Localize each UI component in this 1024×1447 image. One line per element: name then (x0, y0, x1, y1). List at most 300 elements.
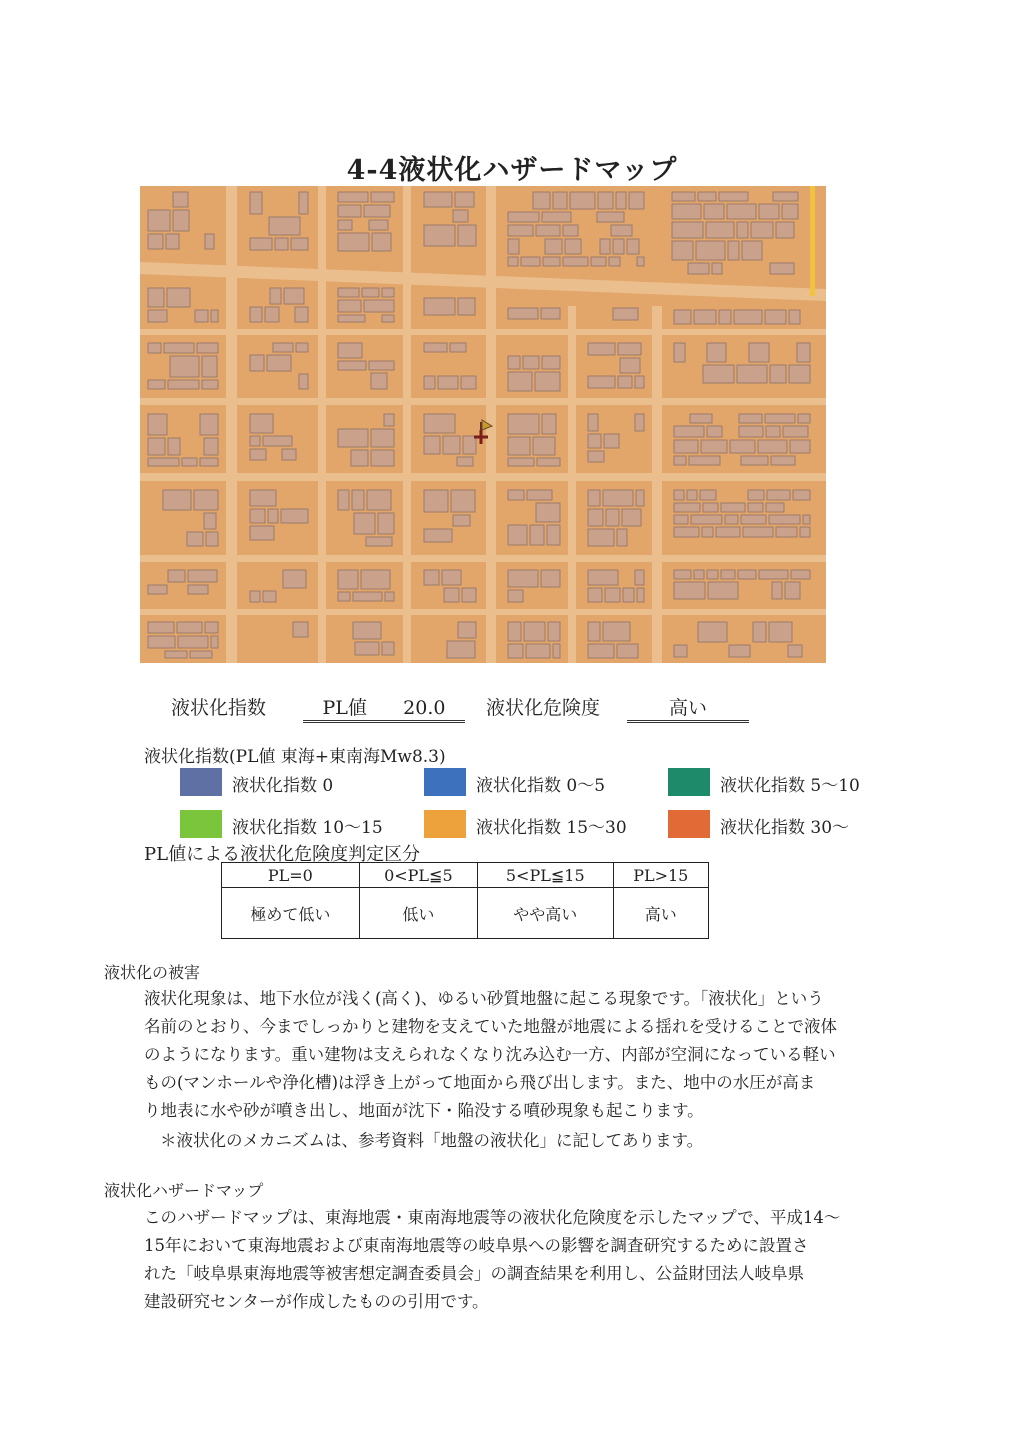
building (629, 192, 644, 209)
building (672, 222, 703, 238)
building (788, 645, 802, 657)
building (424, 529, 452, 542)
building (284, 288, 304, 304)
building (353, 622, 381, 639)
legend-title: 液状化指数(PL値 東海+東南海Mw8.3) (144, 747, 446, 767)
building (791, 570, 810, 579)
building (674, 527, 699, 537)
building (737, 365, 767, 383)
building (148, 380, 165, 389)
building (674, 426, 704, 437)
road (140, 609, 826, 615)
building (620, 358, 640, 373)
road (140, 473, 826, 481)
building (696, 241, 725, 260)
building (352, 490, 364, 510)
building (364, 205, 390, 217)
building (797, 343, 810, 362)
building (542, 356, 560, 369)
building (508, 590, 523, 602)
building (424, 192, 452, 207)
building (617, 644, 638, 658)
building (188, 570, 217, 582)
building (570, 192, 595, 209)
building (338, 570, 358, 589)
building (613, 239, 624, 254)
building (635, 570, 644, 585)
building (694, 570, 704, 579)
building (453, 515, 470, 526)
building (293, 622, 308, 637)
building (424, 414, 455, 433)
building (759, 204, 779, 219)
building (588, 570, 618, 585)
building (727, 204, 756, 219)
building (803, 515, 810, 524)
building (672, 192, 695, 201)
building (443, 436, 460, 454)
building (767, 490, 790, 500)
building (250, 238, 272, 250)
building (424, 298, 455, 315)
building (194, 490, 218, 510)
building (170, 356, 199, 377)
table-row (222, 888, 709, 939)
building (611, 225, 632, 236)
building (202, 356, 217, 377)
building (687, 490, 697, 500)
building (283, 570, 306, 588)
legend-swatch-pl-0 (180, 768, 222, 796)
building (200, 414, 218, 435)
building (753, 622, 766, 642)
damage-paragraph (144, 985, 884, 1125)
building (674, 490, 684, 500)
building (600, 239, 610, 254)
building (204, 513, 216, 529)
building (182, 458, 197, 466)
table-cell: 極めて低い (222, 888, 360, 939)
summary-risk-box (627, 693, 749, 723)
building (603, 490, 633, 506)
building (543, 257, 560, 266)
building (444, 588, 459, 602)
building (273, 343, 293, 352)
building (800, 527, 810, 537)
building (250, 355, 264, 371)
legend-swatch-pl-30 (668, 810, 710, 838)
building (378, 513, 394, 534)
building (299, 192, 308, 214)
legend-label-pl-30: 液状化指数 30〜 (720, 818, 850, 838)
road (140, 398, 826, 405)
building (536, 503, 560, 522)
building (195, 310, 208, 322)
building (741, 515, 766, 524)
building (688, 263, 709, 274)
building (461, 376, 476, 389)
building (527, 490, 552, 500)
building (296, 343, 308, 352)
building (533, 437, 555, 455)
building (758, 440, 787, 453)
building (771, 456, 795, 465)
building (361, 570, 390, 589)
building (741, 456, 768, 465)
building (616, 192, 626, 209)
building (148, 288, 164, 307)
building (508, 225, 533, 236)
table-header-cell: 5<PL≦15 (477, 863, 613, 888)
building (366, 537, 392, 546)
building (508, 622, 521, 641)
building (250, 509, 265, 523)
legend-label-pl-5-10: 液状化指数 5〜10 (720, 776, 860, 796)
building (508, 570, 538, 587)
building (269, 217, 300, 235)
building (338, 205, 361, 217)
building (275, 238, 288, 250)
building (635, 376, 644, 388)
building (250, 436, 260, 446)
building (424, 376, 435, 389)
building (371, 429, 394, 447)
building (338, 361, 366, 370)
building (200, 458, 218, 466)
building (205, 234, 214, 249)
building (674, 645, 687, 657)
building (547, 525, 560, 545)
building (674, 440, 698, 453)
building (691, 515, 722, 524)
building (190, 651, 212, 658)
building (197, 343, 218, 353)
building (535, 372, 560, 391)
building (565, 239, 581, 254)
building (177, 622, 202, 633)
building (250, 307, 262, 322)
building (382, 642, 394, 655)
building (453, 210, 468, 222)
building (204, 438, 218, 455)
building (776, 527, 797, 537)
building (553, 644, 560, 658)
building (604, 434, 619, 448)
building (694, 310, 716, 324)
building (785, 582, 800, 599)
paragraph-line: このハザードマップは、東海地震・東南海地震等の液状化危険度を示したマップで、平成14〜 (144, 1208, 841, 1227)
building (267, 355, 291, 371)
building (148, 310, 167, 322)
legend-label-pl-0: 液状化指数 0 (232, 776, 334, 796)
building (730, 440, 755, 453)
building (173, 192, 188, 207)
building (462, 588, 476, 602)
building (674, 515, 688, 524)
building (766, 503, 784, 512)
building (338, 315, 365, 322)
building (765, 414, 795, 423)
building (523, 356, 539, 369)
building (637, 257, 644, 266)
building (603, 622, 630, 641)
building (424, 225, 455, 246)
building (591, 257, 606, 266)
building (725, 515, 738, 524)
building (165, 651, 187, 658)
paragraph-line: り地表に水や砂が噴き出し、地面が沈下・陥没する噴砂現象も起こります。 (144, 1101, 704, 1120)
building (702, 527, 713, 537)
building (148, 458, 179, 466)
building (521, 257, 540, 266)
liquefaction-hazard-map[interactable] (140, 186, 826, 663)
building (541, 570, 560, 587)
building (438, 376, 458, 389)
building (739, 426, 763, 437)
building (263, 591, 276, 602)
building (364, 300, 394, 312)
building (542, 414, 556, 434)
building (637, 588, 644, 602)
building (770, 365, 786, 383)
building (424, 570, 439, 585)
building (211, 310, 218, 322)
building (798, 414, 810, 423)
building (690, 414, 712, 423)
building (250, 490, 276, 506)
building (769, 515, 800, 524)
building (721, 570, 735, 579)
building (707, 343, 726, 362)
building (508, 212, 539, 222)
building (458, 225, 476, 246)
building (588, 414, 598, 431)
building (299, 374, 308, 389)
summary-index-label: 液状化指数 (171, 697, 267, 719)
building (743, 527, 773, 537)
building (588, 509, 603, 526)
building (450, 343, 466, 352)
building (163, 490, 191, 510)
building (548, 622, 560, 641)
building (618, 376, 632, 388)
building (674, 456, 686, 465)
building (508, 257, 518, 266)
building (270, 288, 281, 304)
building (424, 490, 448, 512)
building (458, 298, 475, 315)
building (508, 414, 539, 434)
building (674, 310, 691, 324)
building (698, 192, 716, 201)
building (703, 365, 734, 383)
building (789, 310, 800, 324)
building (382, 315, 394, 322)
risk-value: 高い (627, 693, 749, 723)
building (533, 192, 550, 209)
building (674, 570, 691, 579)
building (202, 380, 218, 389)
building (148, 343, 161, 353)
building (748, 490, 764, 500)
road (140, 555, 826, 562)
building (263, 436, 292, 446)
legend-label-pl-15-30: 液状化指数 15〜30 (476, 818, 627, 838)
paragraph-line: もの(マンホールや浄化槽)は浮き上がって地面から飛び出します。また、地中の水圧が高ま (144, 1073, 816, 1092)
building (782, 204, 798, 219)
legend-swatch-pl-0-5 (424, 768, 466, 796)
building (424, 436, 440, 454)
building (148, 622, 174, 633)
building (536, 225, 560, 236)
map-canvas (140, 186, 826, 663)
hazard-map-heading: 液状化ハザードマップ (104, 1181, 264, 1200)
building (371, 373, 387, 389)
building (765, 310, 786, 324)
building (206, 532, 218, 546)
building (268, 509, 278, 523)
building (508, 490, 524, 500)
building (623, 588, 634, 602)
table-header-row (222, 863, 709, 888)
building (338, 429, 368, 447)
building (751, 222, 773, 238)
building (250, 526, 274, 540)
building (738, 570, 756, 579)
legend-swatch-pl-10-15 (180, 810, 222, 838)
building (674, 582, 705, 599)
table-cell: 低い (359, 888, 477, 939)
paragraph-line: 15年において東海地震および東南海地震等の岐阜県への影響を調査研究するために設置さ (144, 1236, 809, 1255)
building (698, 622, 727, 642)
building (205, 622, 218, 633)
building (362, 288, 379, 297)
building (701, 440, 727, 453)
building (508, 525, 527, 545)
building (372, 233, 391, 251)
road (226, 186, 237, 663)
table-header-cell: PL=0 (222, 863, 360, 888)
building (530, 525, 544, 545)
building (291, 238, 308, 250)
building (672, 204, 701, 219)
building (178, 636, 208, 648)
building (355, 642, 379, 655)
building (635, 414, 644, 431)
building (734, 310, 762, 324)
building (148, 438, 165, 455)
building (672, 241, 693, 260)
building (463, 436, 476, 454)
building (749, 343, 769, 362)
building (729, 645, 750, 657)
building (338, 192, 368, 202)
building (508, 356, 520, 369)
building (281, 509, 308, 523)
legend-label-pl-0-5: 液状化指数 0〜5 (476, 776, 606, 796)
building (588, 644, 614, 658)
building (338, 343, 362, 358)
building (783, 426, 808, 437)
building (338, 490, 349, 510)
building (369, 361, 394, 370)
building (338, 592, 350, 601)
building (211, 636, 218, 648)
paragraph-line: 液状化現象は、地下水位が浅く(高く)、ゆるい砂質地盤に起こる現象です。「液状化」という (144, 989, 824, 1008)
paragraph-line: 建設研究センターが作成したものの引用です。 (144, 1292, 489, 1311)
building (700, 490, 716, 500)
building (384, 414, 394, 426)
building (508, 644, 523, 658)
building (338, 233, 369, 251)
building (250, 192, 262, 214)
building (451, 490, 475, 512)
building (282, 449, 296, 460)
building (148, 210, 170, 231)
mechanism-note: ＊液状化のメカニズムは、参考資料「地盤の液状化」に記してあります。 (160, 1131, 704, 1150)
building (351, 450, 368, 466)
building (588, 490, 600, 506)
building (545, 239, 562, 254)
building (588, 529, 614, 546)
building (588, 343, 615, 355)
building (588, 588, 602, 602)
building (187, 532, 203, 546)
building (542, 212, 571, 222)
building (674, 343, 685, 362)
building (447, 641, 475, 658)
building (563, 257, 588, 266)
building (790, 440, 810, 453)
building (597, 212, 624, 222)
building (541, 308, 560, 319)
building (719, 310, 731, 324)
damage-heading: 液状化の被害 (104, 963, 201, 982)
paragraph-line: のようになります。重い建物は支えられなくなり沈み込む一方、内部が空洞になっている軽い (144, 1045, 836, 1064)
building (712, 263, 722, 274)
building (704, 204, 724, 219)
building (526, 644, 550, 658)
building (167, 288, 190, 307)
legend-swatch-pl-15-30 (424, 810, 466, 838)
building (609, 257, 620, 266)
building (707, 426, 722, 437)
building (588, 376, 615, 388)
legend-label-pl-10-15: 液状化指数 10〜15 (232, 818, 383, 838)
building (716, 527, 740, 537)
pl-value: 20.0 (403, 697, 446, 719)
building (588, 451, 604, 462)
hazard-map-paragraph (144, 1204, 884, 1316)
building (457, 457, 473, 466)
building (721, 503, 745, 512)
building (164, 343, 194, 353)
building (793, 490, 810, 500)
building (703, 503, 718, 512)
paragraph-line: れた「岐阜県東海地震等被害想定調査委員会」の調査結果を利用し、公益財団法人岐阜県 (144, 1264, 804, 1283)
building (772, 582, 782, 599)
building (369, 220, 388, 230)
building (622, 509, 641, 526)
building (250, 591, 260, 602)
building (737, 222, 748, 238)
building (338, 220, 352, 230)
building (508, 458, 534, 466)
building (776, 222, 794, 238)
building (636, 490, 644, 506)
table-cell: やや高い (477, 888, 613, 939)
building (442, 570, 461, 585)
